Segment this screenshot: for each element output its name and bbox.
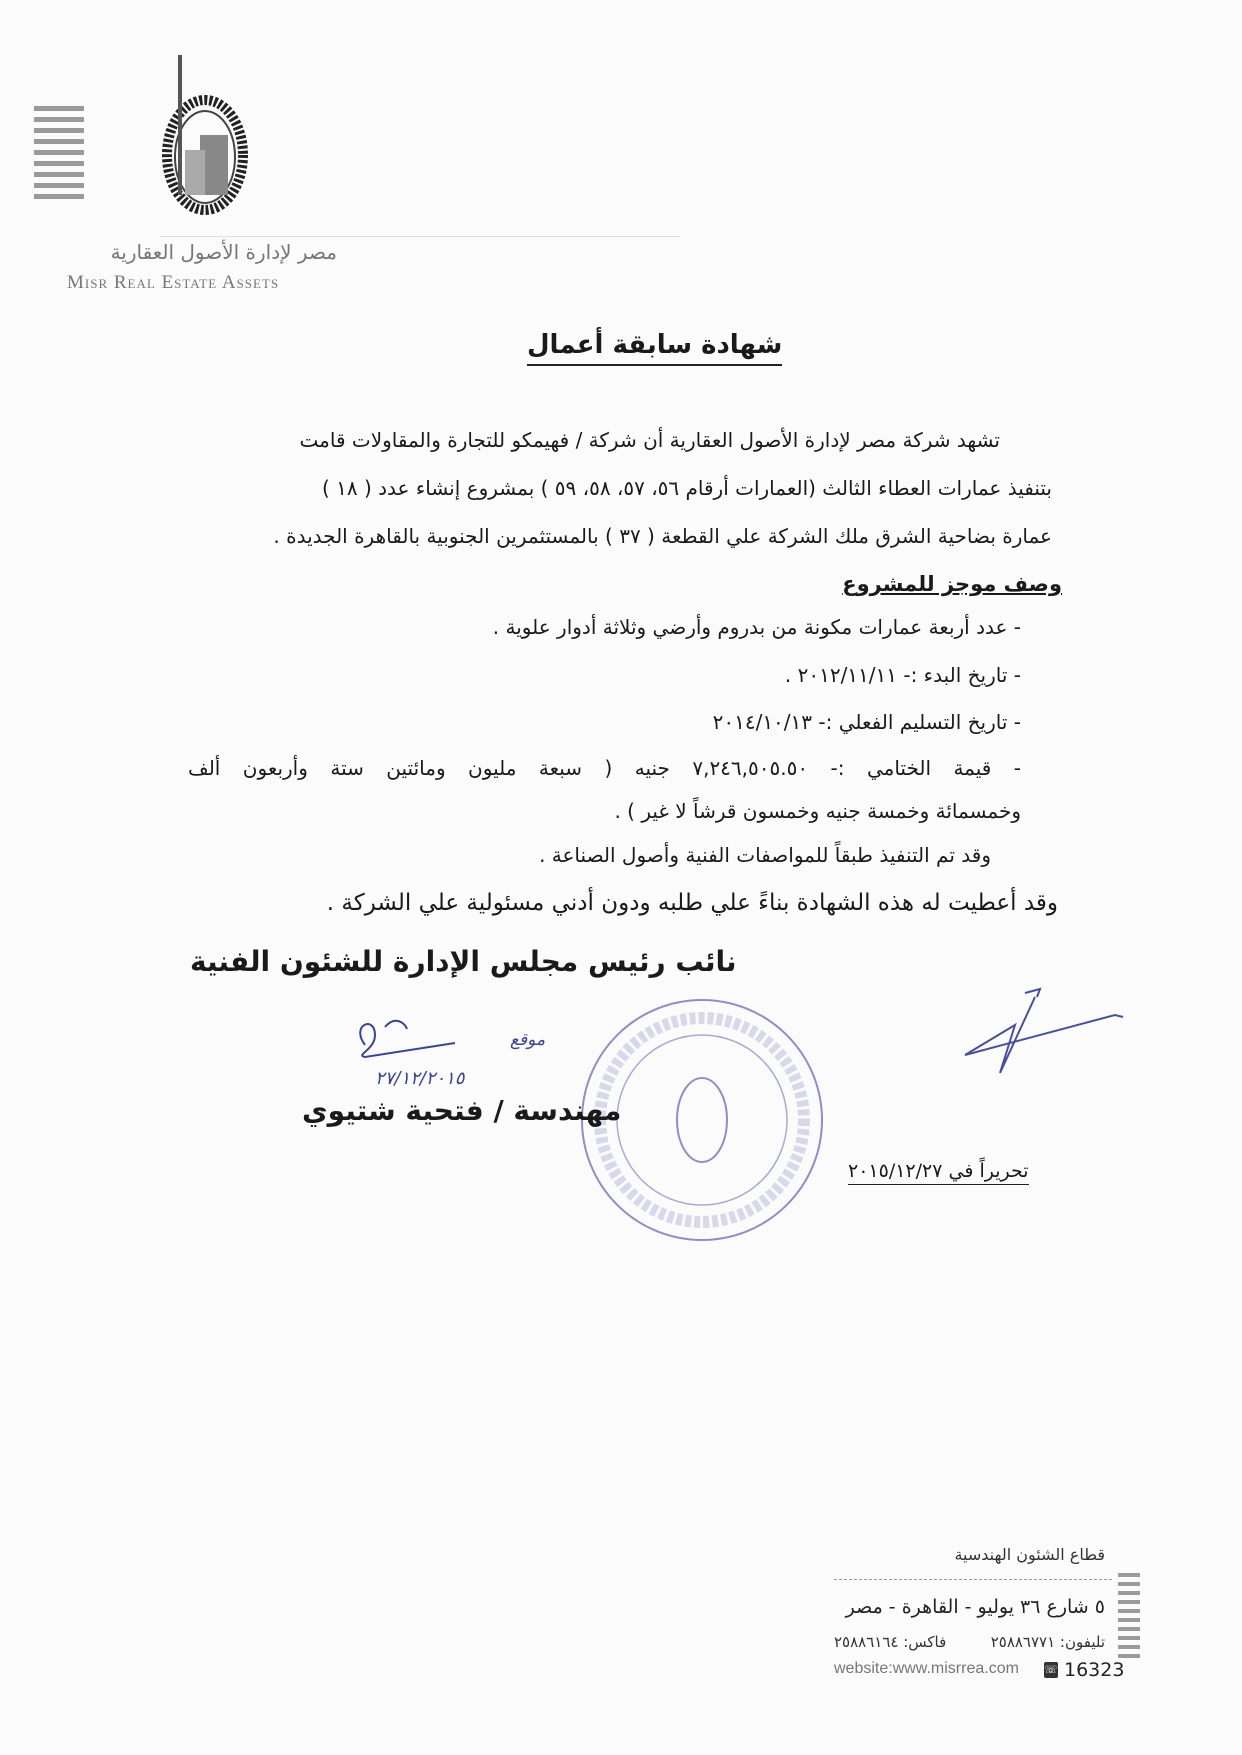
closing-statement: وقد أعطيت له هذه الشهادة بناءً علي طلبه ودون أدني مسئولية علي الشركة . [326, 890, 1058, 916]
project-item-value-words: وخمسمائة وخمسة جنيه وخمسون قرشاً لا غير ) . [614, 799, 1021, 823]
letterhead-stripes [34, 106, 84, 205]
project-item-delivery-date: - تاريخ التسليم الفعلي :- ٢٠١٤/١٠/١٣ [712, 710, 1021, 734]
issue-date: تحريراً في ٢٠١٥/١٢/٢٧ [848, 1160, 1029, 1185]
project-item-start-date: - تاريخ البدء :- ٢٠١٢/١١/١١ . [784, 663, 1021, 687]
company-logo [160, 45, 250, 220]
signatory-title: نائب رئيس مجلس الإدارة للشئون الفنية [190, 945, 737, 978]
intro-line: عمارة بضاحية الشرق ملك الشركة علي القطعة ( ٣٧ ) بالمستثمرين الجنوبية بالقاهرة الجديدة . [273, 524, 1052, 548]
description-heading: وصف موجز للمشروع [842, 572, 1062, 596]
footer-divider [834, 1579, 1112, 1580]
footer-fax: فاكس: ٢٥٨٨٦١٦٤ [834, 1633, 947, 1651]
footer-phone: تليفون: ٢٥٨٨٦٧٧١ [990, 1633, 1105, 1651]
footer-website: website:www.misrrea.com [834, 1660, 1019, 1677]
handwritten-note: موقع [510, 1030, 546, 1050]
compliance-statement: وقد تم التنفيذ طبقاً للمواصفات الفنية وأصول الصناعة . [539, 843, 991, 867]
letterhead-divider [160, 236, 680, 237]
engineer-name: مهندسة / فتحية شتيوي [302, 1094, 622, 1127]
footer-department: قطاع الشئون الهندسية [954, 1545, 1105, 1564]
initials-signature [345, 1015, 475, 1065]
hotline-number: 16323 [1064, 1659, 1125, 1681]
handwritten-date: ٢٧/١٢/٢٠١٥ [375, 1068, 465, 1089]
intro-line: بتنفيذ عمارات العطاء الثالث (العمارات أرقام ٥٦، ٥٧، ٥٨، ٥٩ ) بمشروع إنشاء عدد ( ١٨ ) [321, 476, 1052, 500]
project-item-final-value: - قيمة الختامي :- ٧,٢٤٦,٥٠٥.٥٠ جنيه ( سبعة مليون ومائتين ستة وأربعون ألف [188, 756, 1021, 780]
company-name-arabic: مصر لإدارة الأصول العقارية [110, 240, 337, 264]
document-title: شهادة سابقة أعمال [527, 330, 782, 366]
company-name-english: Misr Real Estate Assets [67, 272, 280, 293]
project-item: - عدد أربعة عمارات مكونة من بدروم وأرضي وثلاثة أدوار علوية . [492, 615, 1021, 639]
handwritten-signature [955, 985, 1125, 1080]
intro-line: تشهد شركة مصر لإدارة الأصول العقارية أن شركة / فهيمكو للتجارة والمقاولات قامت [299, 428, 1000, 452]
footer-hotline [1044, 1659, 1124, 1681]
footer-address: ٥ شارع ٣٦ يوليو - القاهرة - مصر [845, 1596, 1105, 1618]
phone-icon: ☏ [1044, 1663, 1058, 1676]
footer-stripes [1118, 1573, 1140, 1663]
